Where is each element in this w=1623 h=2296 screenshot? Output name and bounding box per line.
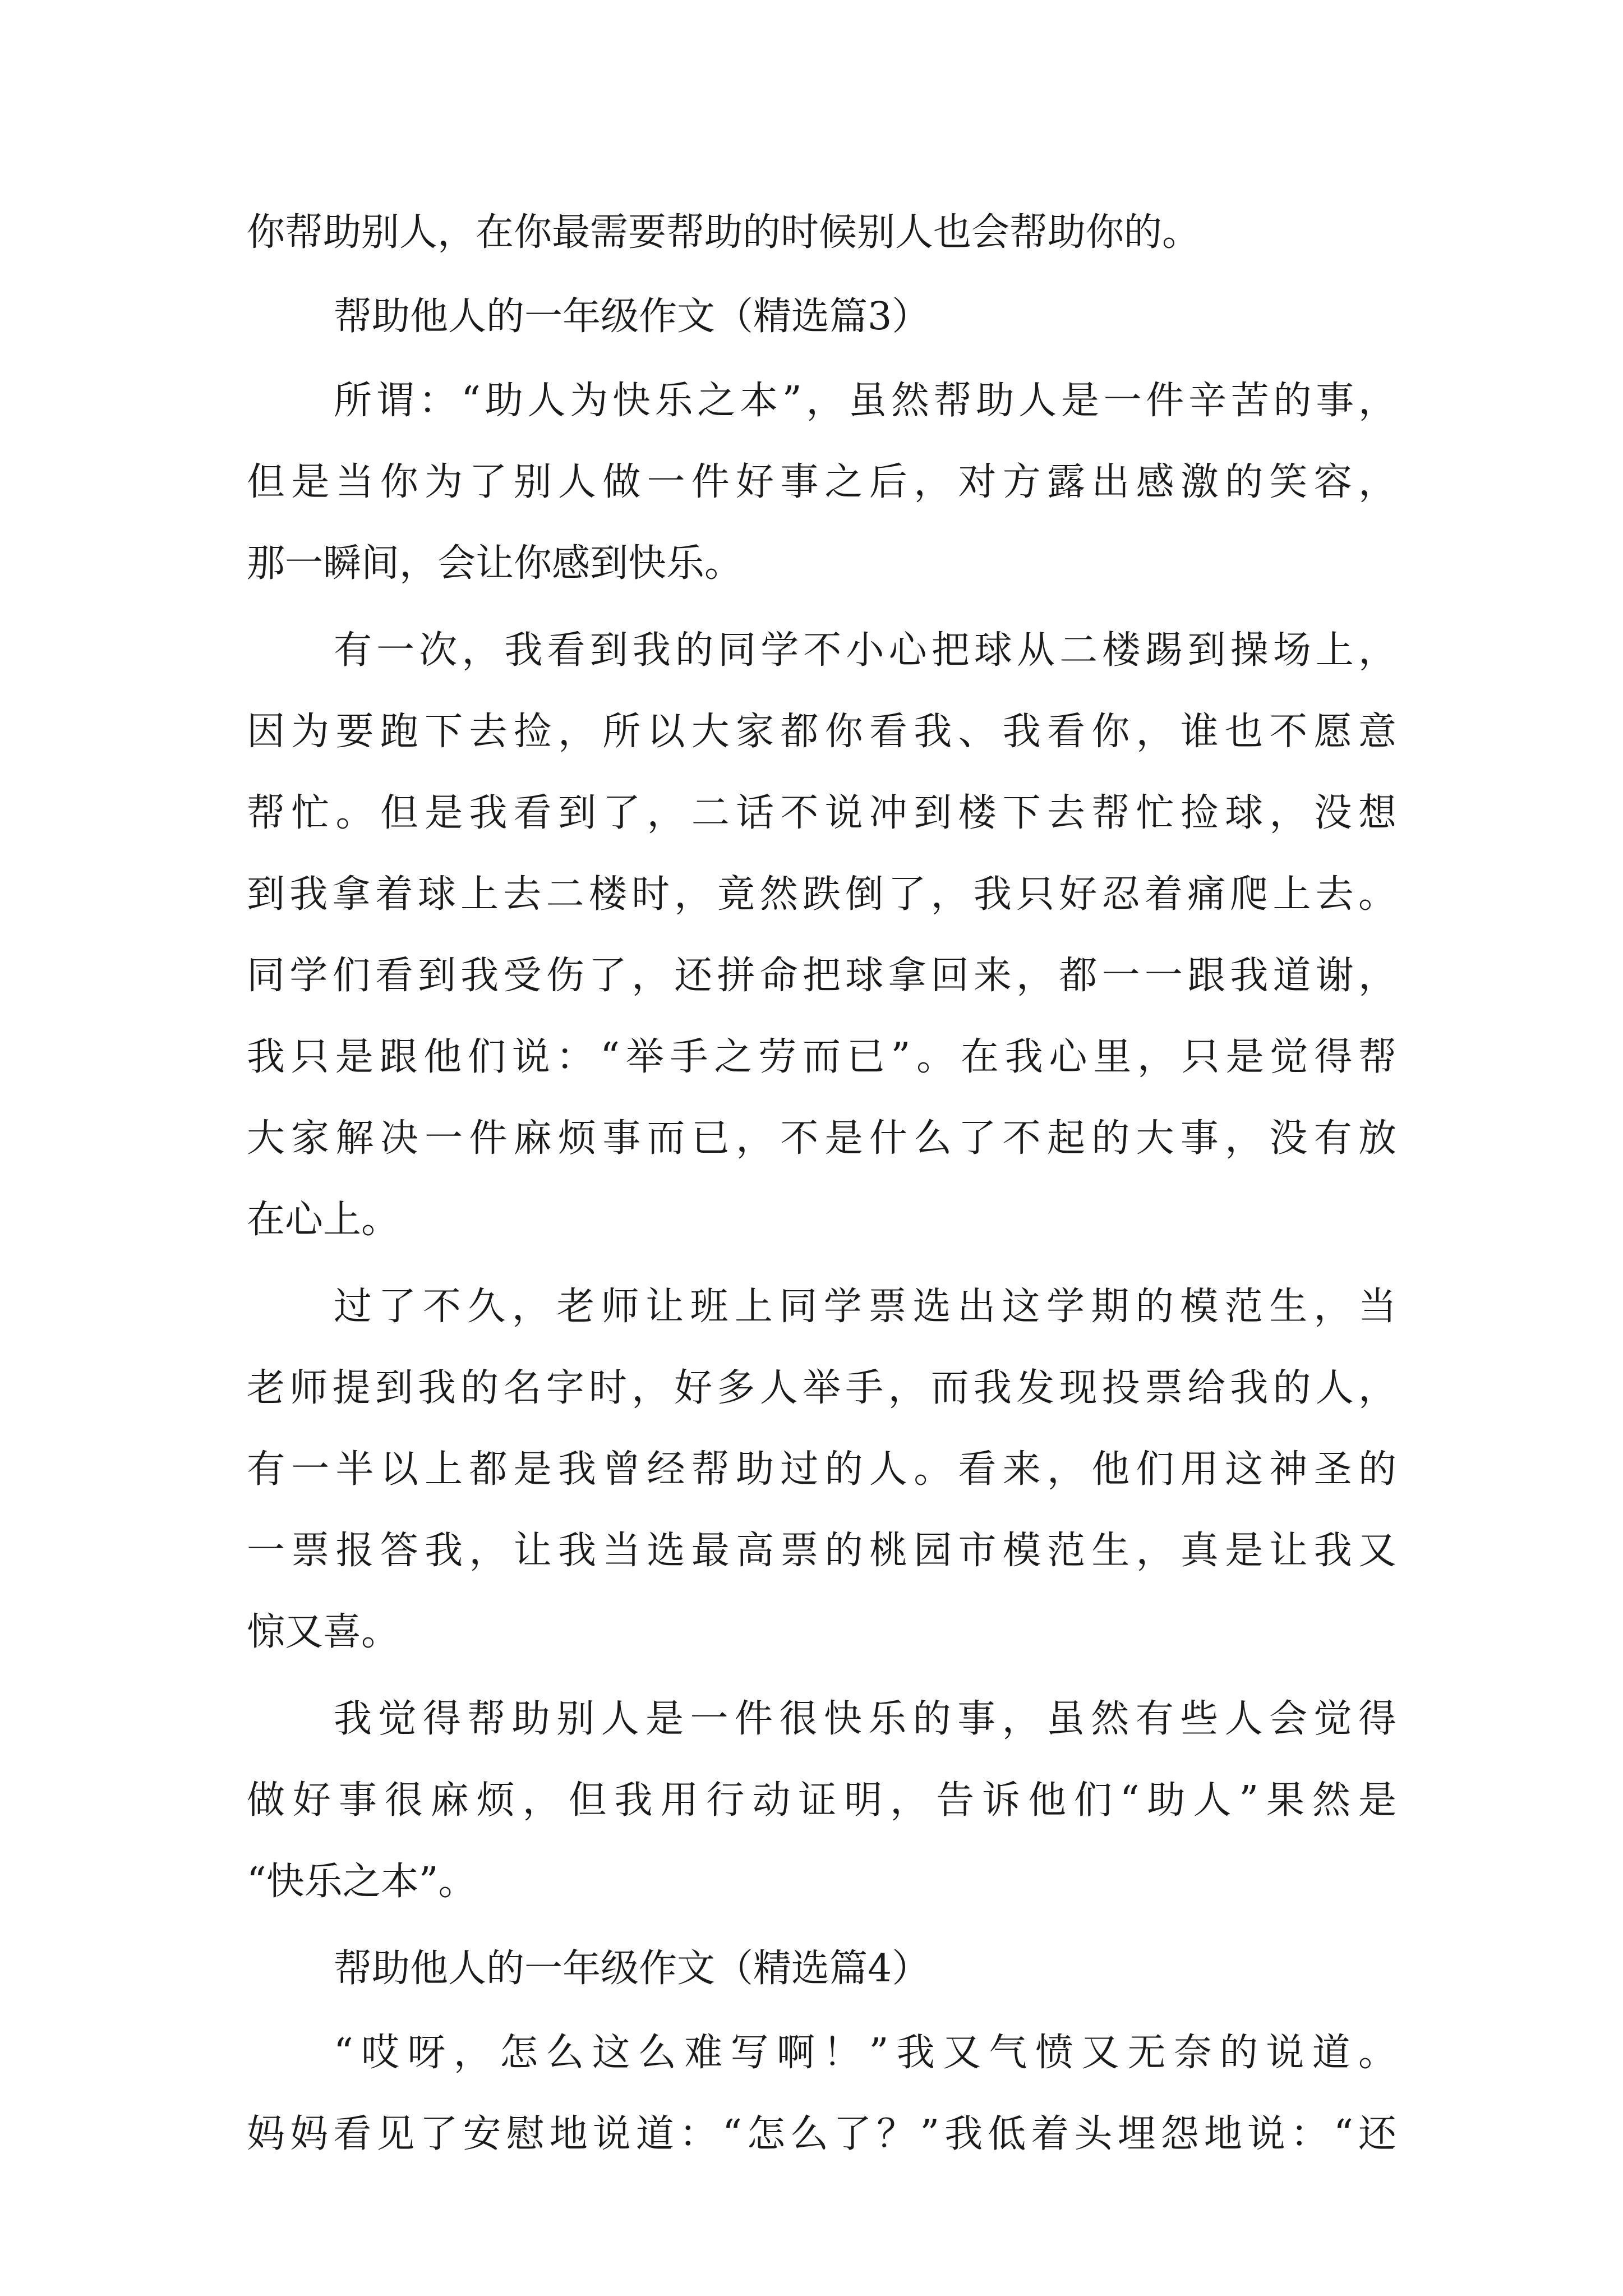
paragraph-line: 一票报答我，让我当选最高票的桃园市模范生，真是让我又 <box>247 1529 1396 1573</box>
paragraph-line: 有一半以上都是我曾经帮助过的人。看来，他们用这神圣的 <box>247 1447 1396 1492</box>
paragraph-line: “哎呀，怎么这么难写啊！”我又气愤又无奈的说道。 <box>334 2031 1396 2075</box>
paragraph-line: 过了不久，老师让班上同学票选出这学期的模范生，当 <box>334 1285 1396 1329</box>
paragraph-line: 到我拿着球上去二楼时，竟然跌倒了，我只好忍着痛爬上去。 <box>247 872 1396 917</box>
text-line: 你帮助别人，在你最需要帮助的时候别人也会帮助你的。 <box>247 210 1201 255</box>
paragraph-line: 我觉得帮助别人是一件很快乐的事，虽然有些人会觉得 <box>334 1697 1396 1741</box>
paragraph-line: 因为要跑下去捡，所以大家都你看我、我看你，谁也不愿意 <box>247 710 1396 754</box>
paragraph-line: 帮忙。但是我看到了，二话不说冲到楼下去帮忙捡球，没想 <box>247 791 1396 835</box>
paragraph-line: 做好事很麻烦，但我用行动证明，告诉他们“助人”果然是 <box>247 1778 1396 1823</box>
paragraph-line: 但是当你为了别人做一件好事之后，对方露出感激的笑容， <box>247 460 1396 504</box>
paragraph-line: 老师提到我的名字时，好多人举手，而我发现投票给我的人， <box>247 1366 1396 1410</box>
paragraph-line: 那一瞬间，会让你感到快乐。 <box>247 541 743 586</box>
paragraph-line: “快乐之本”。 <box>247 1860 477 1904</box>
paragraph-line: 在心上。 <box>247 1198 400 1242</box>
paragraph-line: 妈妈看见了安慰地说道：“怎么了？”我低着头埋怨地说：“还 <box>247 2112 1396 2156</box>
paragraph-line: 同学们看到我受伤了，还拼命把球拿回来，都一一跟我道谢， <box>247 954 1396 998</box>
paragraph-line: 我只是跟他们说：“举手之劳而已”。在我心里，只是觉得帮 <box>247 1035 1396 1079</box>
paragraph-line: 大家解决一件麻烦事而已，不是什么了不起的大事，没有放 <box>247 1116 1396 1161</box>
section-heading: 帮助他人的一年级作文（精选篇3） <box>334 295 930 339</box>
paragraph-line: 所谓：“助人为快乐之本”，虽然帮助人是一件辛苦的事， <box>334 379 1396 423</box>
paragraph-line: 惊又喜。 <box>247 1610 400 1654</box>
section-heading: 帮助他人的一年级作文（精选篇4） <box>334 1947 930 1991</box>
paragraph-line: 有一次，我看到我的同学不小心把球从二楼踢到操场上， <box>334 628 1396 673</box>
